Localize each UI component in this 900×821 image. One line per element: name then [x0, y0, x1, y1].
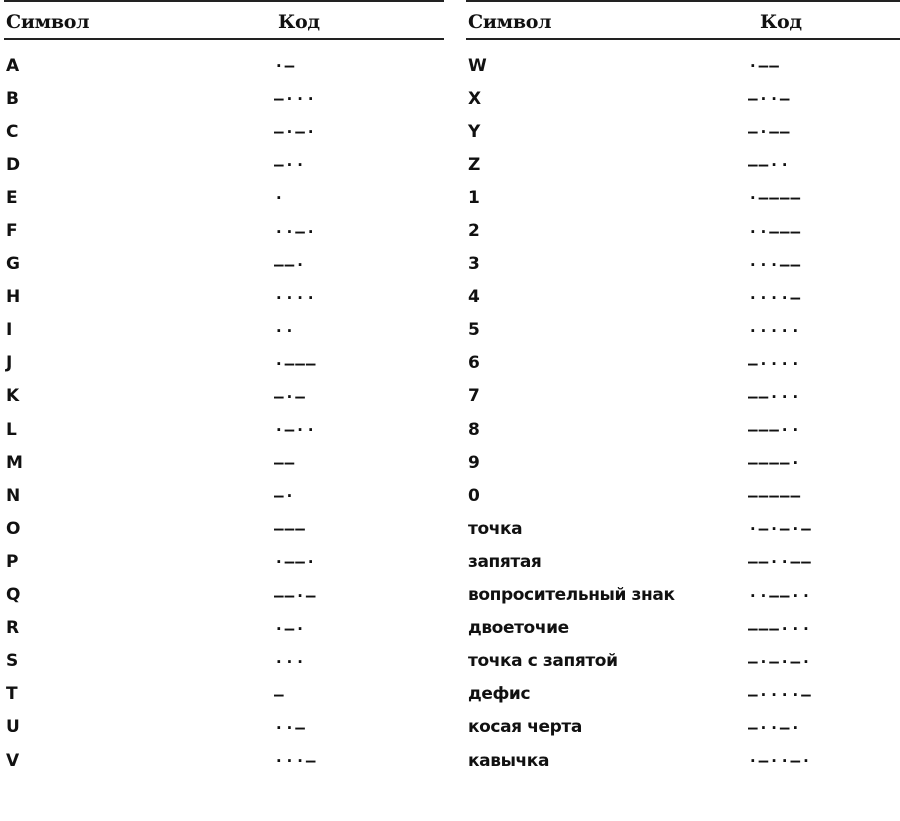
table-row: [4, 446, 444, 479]
code-cell: –·–: [274, 386, 306, 406]
code-cell: ·–––: [274, 353, 317, 373]
symbol-cell: 9: [468, 452, 480, 473]
symbol-cell: J: [6, 353, 12, 374]
symbol-cell: 8: [468, 419, 480, 440]
table-row: [466, 479, 900, 512]
table-row: [4, 49, 444, 82]
table-row: [466, 281, 900, 314]
morse-table-left: [4, 0, 444, 777]
table-row: [4, 347, 444, 380]
table-row: [466, 347, 900, 380]
code-cell: ···––: [748, 254, 802, 274]
code-cell: ···: [274, 651, 306, 671]
code-cell: –····: [748, 353, 802, 373]
symbol-cell: 5: [468, 320, 480, 341]
code-cell: ····–: [748, 287, 802, 307]
table-row: [466, 214, 900, 247]
code-cell: –·––: [748, 122, 791, 142]
table-row: [4, 314, 444, 347]
table-row: [466, 579, 900, 612]
symbol-cell: запятая: [468, 551, 542, 572]
symbol-cell: X: [468, 88, 481, 109]
table-row: [4, 82, 444, 115]
table-row: [466, 82, 900, 115]
table-row: [4, 744, 444, 777]
code-cell: –––: [274, 519, 306, 539]
code-cell: ––··––: [748, 552, 812, 572]
code-cell: ––·: [274, 254, 306, 274]
code-cell: ····: [274, 287, 317, 307]
code-cell: ··–: [274, 717, 306, 737]
symbol-cell: I: [6, 320, 12, 341]
code-cell: ·–··–·: [748, 751, 812, 771]
code-cell: ––––·: [748, 453, 802, 473]
code-cell: ––··: [748, 155, 791, 175]
code-cell: ·–: [274, 56, 296, 76]
header-symbol: Символ: [468, 11, 552, 33]
symbol-cell: U: [6, 717, 20, 738]
table-row: [466, 711, 900, 744]
symbol-cell: 2: [468, 221, 480, 242]
code-cell: –··: [274, 155, 306, 175]
table-row: [4, 479, 444, 512]
symbol-cell: точка с запятой: [468, 651, 618, 672]
code-cell: –··–: [748, 89, 791, 109]
code-cell: –··–·: [748, 717, 802, 737]
code-cell: ––: [274, 453, 296, 473]
table-row: [4, 413, 444, 446]
table-header: [466, 0, 900, 40]
symbol-cell: W: [468, 55, 487, 76]
symbol-cell: G: [6, 254, 20, 275]
header-code: Код: [278, 11, 320, 33]
table-row: [466, 380, 900, 413]
symbol-cell: вопросительный знак: [468, 585, 675, 606]
symbol-cell: дефис: [468, 684, 531, 705]
table-row: [466, 545, 900, 578]
code-cell: ·····: [748, 320, 802, 340]
table-row: [4, 545, 444, 578]
symbol-cell: 1: [468, 187, 480, 208]
symbol-cell: E: [6, 187, 18, 208]
code-cell: ··: [274, 320, 296, 340]
table-row: [466, 115, 900, 148]
symbol-cell: 6: [468, 353, 480, 374]
table-row: [466, 645, 900, 678]
symbol-cell: L: [6, 419, 17, 440]
morse-table-right: [466, 0, 900, 777]
symbol-cell: D: [6, 154, 20, 175]
code-cell: ···–: [274, 751, 317, 771]
code-cell: ··–·: [274, 221, 317, 241]
symbol-cell: кавычка: [468, 750, 550, 771]
code-cell: ––···: [748, 386, 802, 406]
symbol-cell: косая черта: [468, 717, 582, 738]
table-row: [466, 148, 900, 181]
code-cell: –···: [274, 89, 317, 109]
table-row: [4, 181, 444, 214]
code-cell: –·: [274, 486, 296, 506]
table-row: [4, 115, 444, 148]
symbol-cell: N: [6, 485, 20, 506]
code-cell: ·–·–·–: [748, 519, 812, 539]
symbol-cell: C: [6, 121, 19, 142]
symbol-cell: 3: [468, 254, 480, 275]
table-row: [466, 512, 900, 545]
symbol-cell: F: [6, 221, 18, 242]
table-row: [4, 512, 444, 545]
table-body: [466, 40, 900, 777]
table-row: [466, 612, 900, 645]
code-cell: –––··: [748, 420, 802, 440]
code-cell: ––·–: [274, 585, 317, 605]
code-cell: –·–·–·: [748, 651, 812, 671]
table-row: [466, 413, 900, 446]
code-cell: –––···: [748, 618, 812, 638]
code-cell: –: [274, 684, 285, 704]
code-cell: –····–: [748, 684, 812, 704]
code-cell: ·–·: [274, 618, 306, 638]
table-row: [4, 248, 444, 281]
symbol-cell: двоеточие: [468, 618, 569, 639]
table-row: [4, 281, 444, 314]
symbol-cell: T: [6, 684, 18, 705]
table-row: [4, 214, 444, 247]
header-symbol: Символ: [6, 11, 90, 33]
symbol-cell: H: [6, 287, 20, 308]
symbol-cell: точка: [468, 518, 523, 539]
symbol-cell: 0: [468, 485, 480, 506]
symbol-cell: P: [6, 551, 19, 572]
symbol-cell: K: [6, 386, 19, 407]
symbol-cell: Y: [468, 121, 480, 142]
code-cell: ·––·: [274, 552, 317, 572]
table-row: [466, 248, 900, 281]
symbol-cell: 4: [468, 287, 480, 308]
table-row: [466, 49, 900, 82]
table-row: [466, 744, 900, 777]
symbol-cell: S: [6, 651, 18, 672]
code-cell: ··–––: [748, 221, 802, 241]
symbol-cell: R: [6, 618, 19, 639]
symbol-cell: 7: [468, 386, 480, 407]
code-cell: –––––: [748, 486, 802, 506]
code-cell: ·––––: [748, 188, 802, 208]
code-cell: ··––··: [748, 585, 812, 605]
table-row: [4, 148, 444, 181]
table-row: [466, 678, 900, 711]
table-row: [4, 380, 444, 413]
symbol-cell: A: [6, 55, 19, 76]
code-cell: –·–·: [274, 122, 317, 142]
code-cell: ·––: [748, 56, 780, 76]
header-code: Код: [760, 11, 802, 33]
symbol-cell: M: [6, 452, 23, 473]
table-body: [4, 40, 444, 777]
symbol-cell: B: [6, 88, 19, 109]
table-row: [466, 314, 900, 347]
table-header: [4, 0, 444, 40]
code-cell: ·: [274, 188, 285, 208]
table-row: [466, 446, 900, 479]
symbol-cell: O: [6, 518, 21, 539]
table-row: [4, 579, 444, 612]
table-row: [4, 678, 444, 711]
table-row: [466, 181, 900, 214]
symbol-cell: Q: [6, 585, 21, 606]
table-row: [4, 612, 444, 645]
table-row: [4, 711, 444, 744]
symbol-cell: V: [6, 750, 19, 771]
table-row: [4, 645, 444, 678]
symbol-cell: Z: [468, 154, 480, 175]
code-cell: ·–··: [274, 420, 317, 440]
